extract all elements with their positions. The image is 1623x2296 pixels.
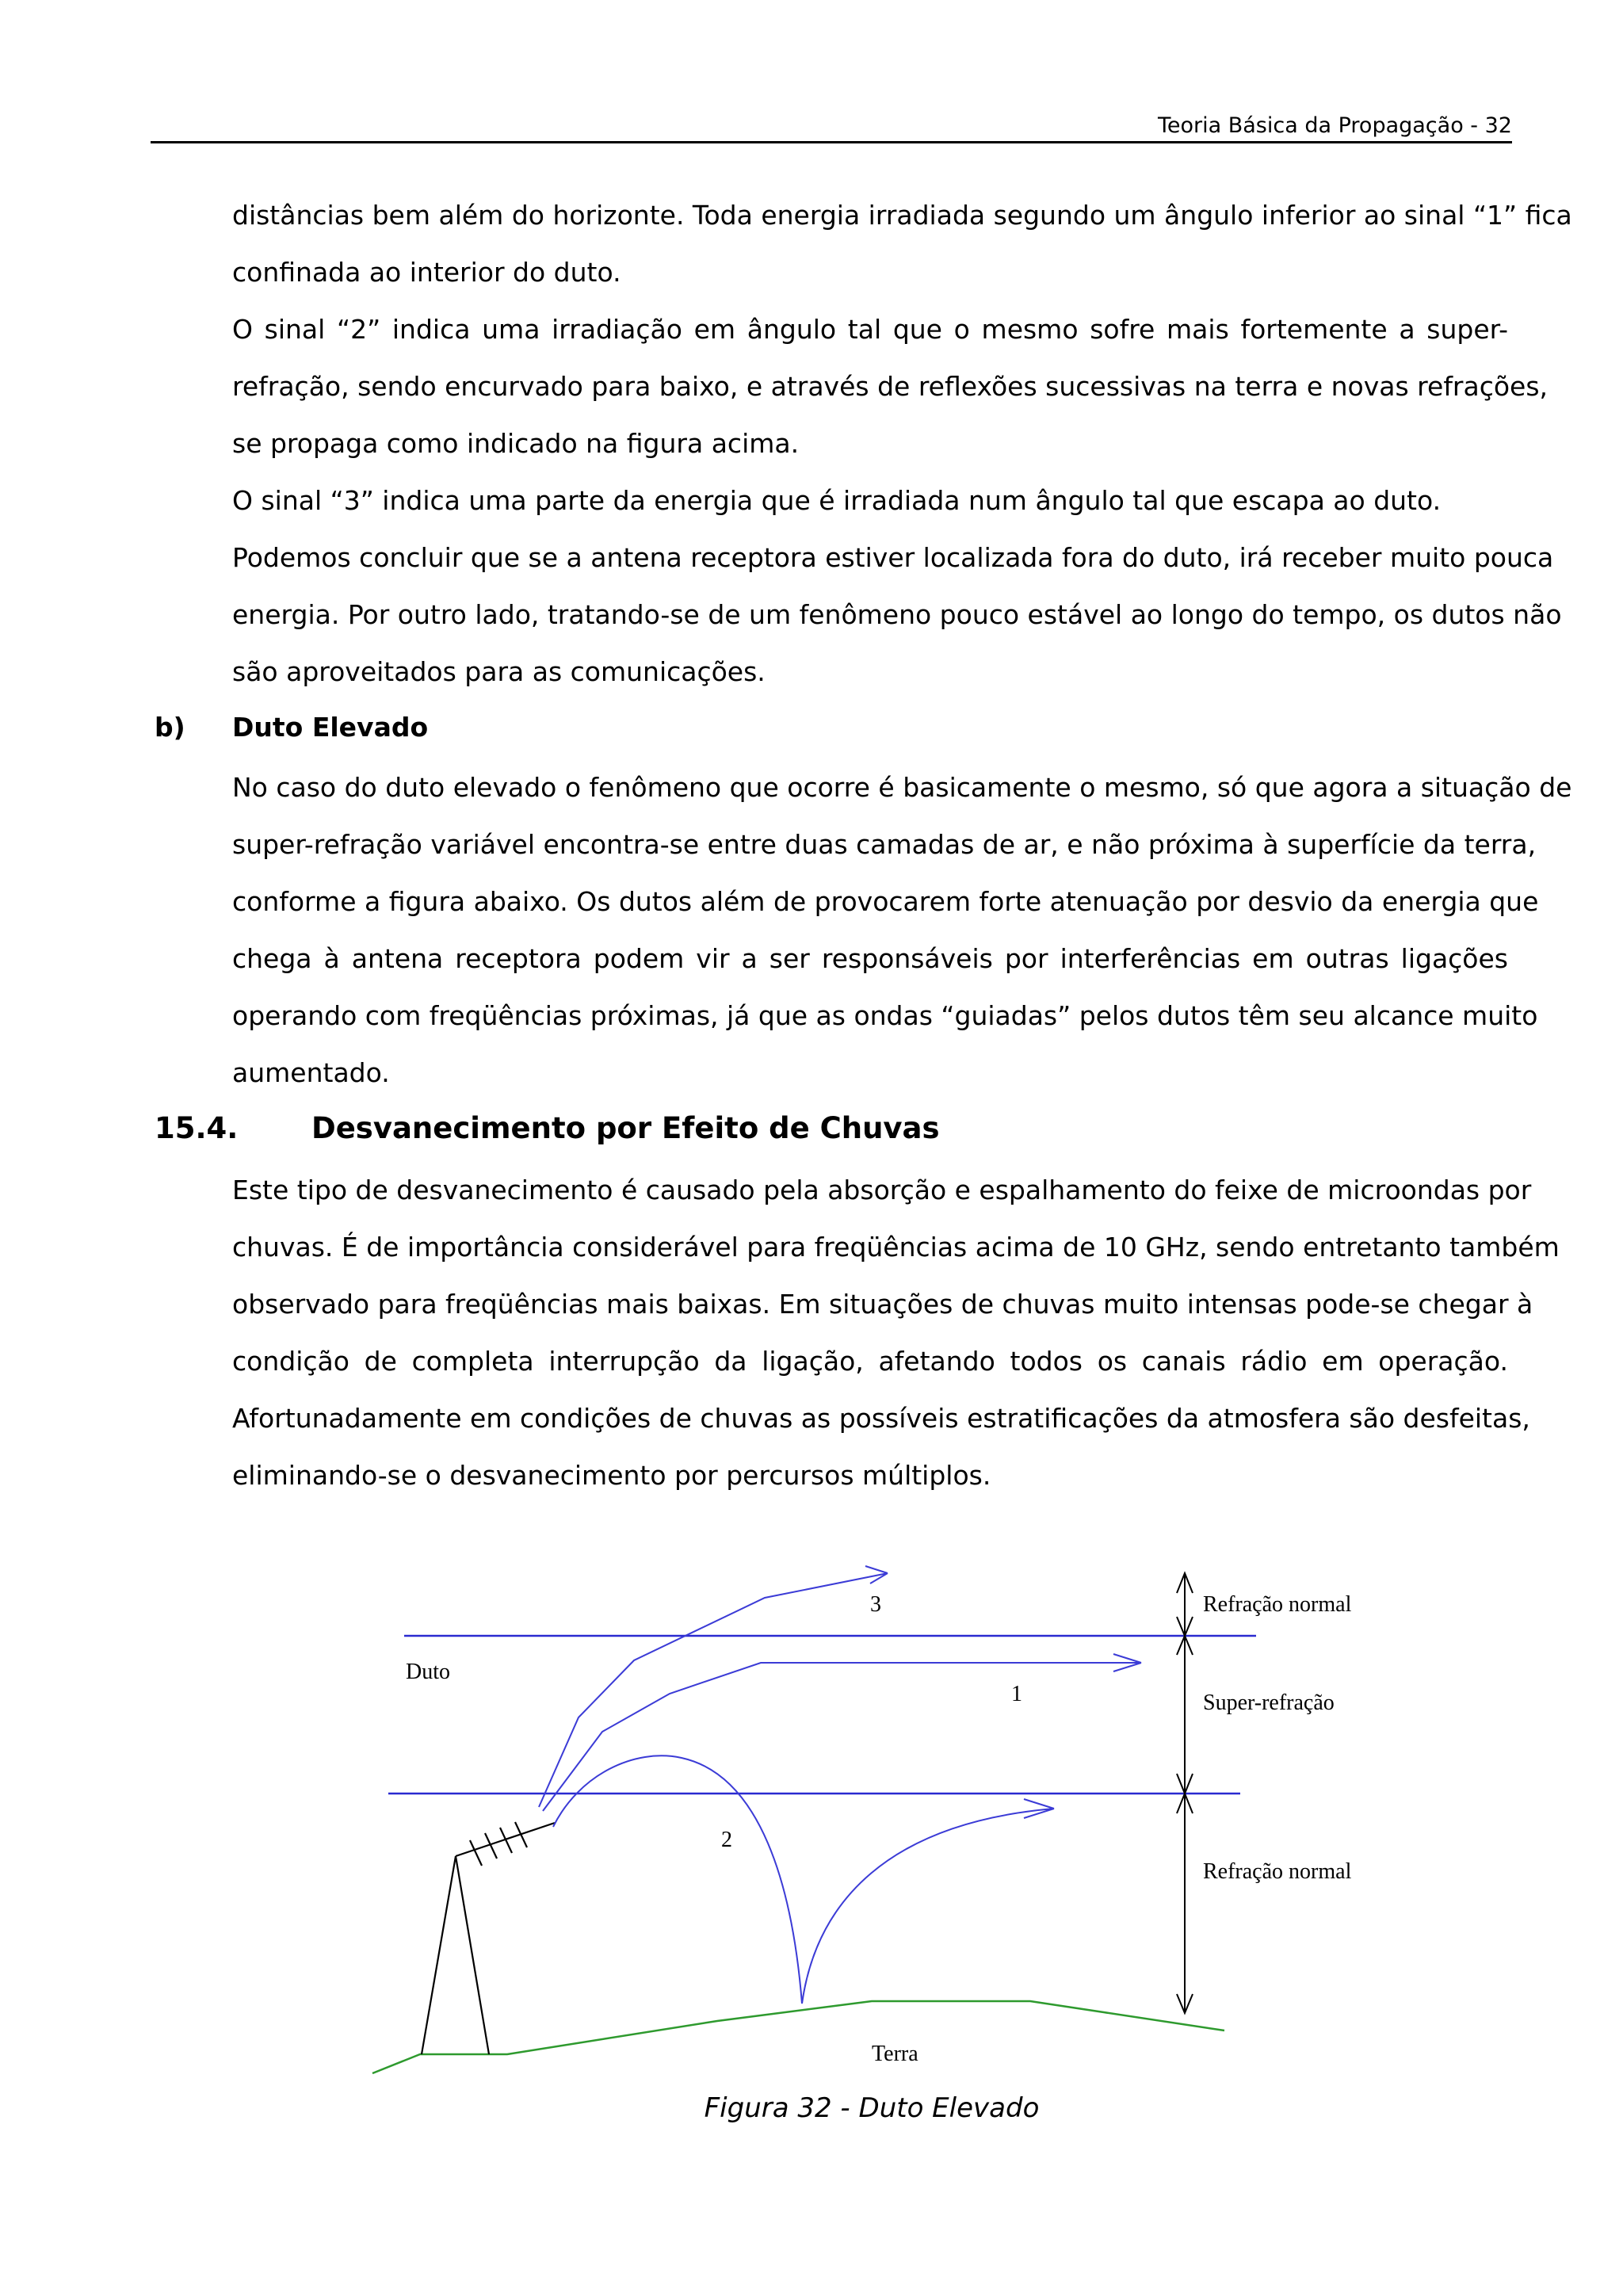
text-line: Este tipo de desvanecimento é causado pela absorção e espalhamento do feixe de microondas por xyxy=(232,1175,1532,1205)
text-line: se propaga como indicado na figura acima. xyxy=(232,428,800,459)
label-duct: Duto xyxy=(406,1660,450,1684)
label-signal-3: 3 xyxy=(870,1592,881,1617)
text-line: condição de completa interrupção da ligação, afetando todos os canais rádio em operação. xyxy=(232,1346,1508,1377)
text-line: chuvas. É de importância considerável para freqüências acima de 10 GHz, sendo entretanto também xyxy=(232,1232,1560,1263)
text-line: distâncias bem além do horizonte. Toda energia irradiada segundo um ângulo inferior ao sinal “1” fica xyxy=(232,200,1572,231)
label-layer-mid: Super-refração xyxy=(1203,1690,1335,1715)
text-line: eliminando-se o desvanecimento por percursos múltiplos. xyxy=(232,1460,991,1491)
paragraph-signal-2 xyxy=(232,301,1549,472)
header-rule xyxy=(151,141,1512,143)
label-signal-2: 2 xyxy=(721,1828,732,1852)
text-line: conforme a figura abaixo. Os dutos além de provocarem forte atenuação por desvio da energia que xyxy=(232,886,1539,917)
label-signal-1: 1 xyxy=(1011,1682,1022,1706)
label-layer-top: Refração normal xyxy=(1203,1592,1352,1617)
text-line: refração, sendo encurvado para baixo, e através de reflexões sucessivas na terra e novas refrações, xyxy=(232,371,1549,402)
text-line: observado para freqüências mais baixas. Em situações de chuvas muito intensas pode-se chegar à xyxy=(232,1289,1533,1320)
text-line: Podemos concluir que se a antena receptora estiver localizada fora do duto, irá receber muito pouca xyxy=(232,542,1554,573)
paragraph-ducts-confinement xyxy=(232,187,1572,301)
section-title: Desvanecimento por Efeito de Chuvas xyxy=(311,1111,940,1145)
paragraph-rain-fading xyxy=(232,1162,1560,1504)
text-line: são aproveitados para as comunicações. xyxy=(232,656,766,687)
text-line: operando com freqüências próximas, já que as ondas “guiadas” pelos dutos têm seu alcance muito xyxy=(232,1000,1538,1031)
running-header: Teoria Básica da Propagação - 32 xyxy=(1157,113,1512,138)
text-line: confinada ao interior do duto. xyxy=(232,257,621,288)
paragraph-signal-3 xyxy=(232,472,1508,529)
label-ground: Terra xyxy=(872,2042,918,2066)
text-line: No caso do duto elevado o fenômeno que ocorre é basicamente o mesmo, só que agora a situação de xyxy=(232,772,1572,803)
signal-1-ray xyxy=(543,1654,1141,1811)
paragraph-elevated-duct xyxy=(232,759,1572,1102)
ground-profile xyxy=(372,2001,1224,2073)
item-title: Duto Elevado xyxy=(232,712,429,743)
antenna-tower xyxy=(422,1822,555,2054)
figure-caption: Figura 32 - Duto Elevado xyxy=(704,2092,1040,2124)
text-line: aumentado. xyxy=(232,1057,390,1088)
section-number: 15.4. xyxy=(155,1111,239,1145)
item-label: b) xyxy=(155,712,185,743)
elevated-duct-diagram xyxy=(349,1545,1395,2100)
text-line: O sinal “2” indica uma irradiação em ângulo tal que o mesmo sofre mais fortemente a super- xyxy=(232,314,1508,345)
label-layer-bottom: Refração normal xyxy=(1203,1859,1352,1884)
text-line: energia. Por outro lado, tratando-se de um fenômeno pouco estável ao longo do tempo, os dutos não xyxy=(232,599,1562,630)
paragraph-conclusion xyxy=(232,529,1562,701)
text-line: super-refração variável encontra-se entre duas camadas de ar, e não próxima à superfície da terra, xyxy=(232,829,1537,860)
text-line: Afortunadamente em condições de chuvas as possíveis estratificações da atmosfera são desfeitas, xyxy=(232,1403,1530,1434)
text-line: O sinal “3” indica uma parte da energia que é irradiada num ângulo tal que escapa ao duto. xyxy=(232,485,1442,516)
text-line: chega à antena receptora podem vir a ser responsáveis por interferências em outras ligações xyxy=(232,943,1508,974)
